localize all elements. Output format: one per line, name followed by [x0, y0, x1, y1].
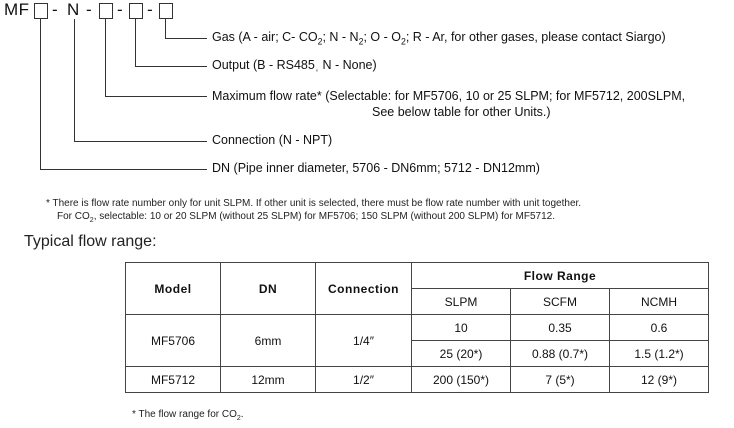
cell-connection: 1/4″: [316, 315, 412, 367]
header-slpm: SLPM: [412, 289, 511, 315]
code-fixed-letter: N: [67, 0, 80, 19]
option-connection: Connection (N - NPT): [212, 133, 333, 147]
cell-model: MF5712: [126, 367, 221, 393]
header-model: Model: [126, 263, 221, 315]
table-row: [126, 315, 709, 341]
flow-range-table: [125, 262, 709, 393]
header-flow-range: Flow Range: [412, 263, 709, 289]
header-connection: Connection: [316, 263, 412, 315]
table-note: * The flow range for $CO_2$.: [132, 409, 244, 422]
code-box-gas: [159, 3, 173, 19]
cell-scfm: 0.88 (0.7*): [511, 341, 610, 367]
cell-scfm: 7 (5*): [511, 367, 610, 393]
cell-dn: 6mm: [221, 315, 316, 367]
header-scfm: SCFM: [511, 289, 610, 315]
model-prefix: MF: [4, 0, 30, 19]
code-box-dn: [34, 3, 48, 19]
cell-slpm: 25 (20*): [412, 341, 511, 367]
cell-slpm: 200 (150*): [412, 367, 511, 393]
cell-slpm: 10: [412, 315, 511, 341]
cell-ncmh: 0.6: [610, 315, 709, 341]
code-box-output: [129, 3, 143, 19]
header-dn: DN: [221, 263, 316, 315]
code-separator: -: [147, 0, 154, 19]
header-ncmh: NCMH: [610, 289, 709, 315]
cell-connection: 1/2″: [316, 367, 412, 393]
table-row: [126, 367, 709, 393]
option-gas: Gas (A - air; C- $CO_2$; N - $N_2$; O - $O_2$; R - Ar, for other gases, please contact Siargo): [212, 30, 666, 47]
cell-dn: 12mm: [221, 367, 316, 393]
footnote-line-1: * There is flow rate number only for unit SLPM. If other unit is selected, there must be flow rate number with unit together.: [46, 198, 582, 209]
cell-scfm: 0.35: [511, 315, 610, 341]
option-max-flow: Maximum flow rate* (Selectable: for MF5706, 10 or 25 SLPM; for MF5712, 200SLPM,: [212, 89, 686, 103]
code-box-flow: [99, 3, 113, 19]
code-separator: -: [52, 0, 59, 19]
footnote-line-2: For $CO_2$, selectable: 10 or 20 SLPM (without 25 SLPM) for MF5706; 150 SLPM (without 200 SLPM) for MF5712.: [57, 211, 556, 224]
cell-ncmh: 12 (9*): [610, 367, 709, 393]
code-separator: -: [86, 0, 93, 19]
option-dn: DN (Pipe inner diameter, 5706 - DN6mm; 5712 - DN12mm): [212, 161, 540, 175]
cell-model: MF5706: [126, 315, 221, 367]
code-separator: -: [117, 0, 124, 19]
option-output: Output (B - RS485ˌ N - None): [212, 58, 377, 72]
option-max-flow-note: See below table for other Units.): [372, 105, 551, 119]
section-title: Typical flow range:: [24, 233, 157, 250]
cell-ncmh: 1.5 (1.2*): [610, 341, 709, 367]
